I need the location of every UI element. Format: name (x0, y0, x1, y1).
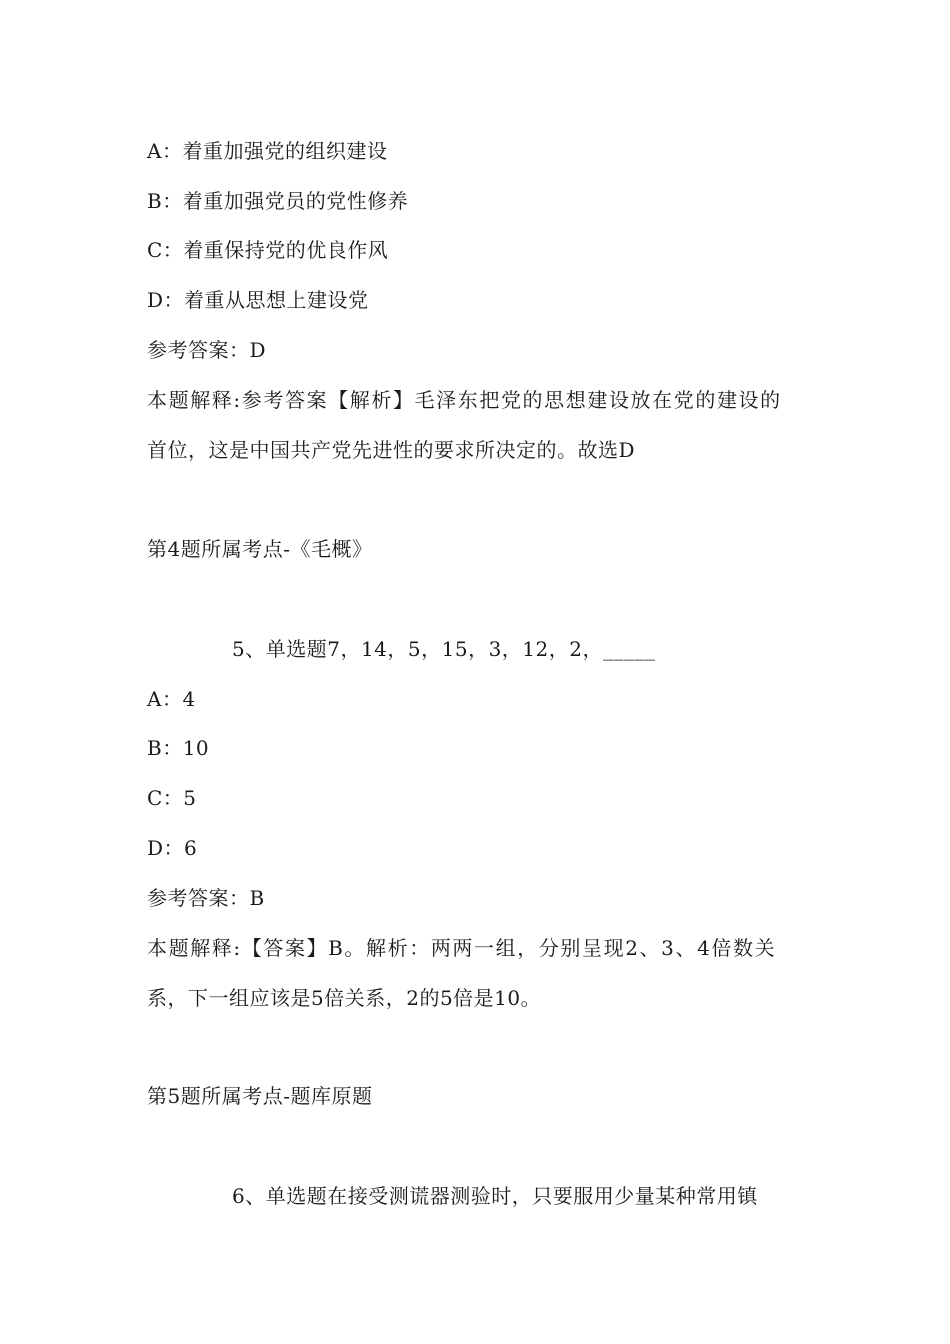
q5-topic: 第5题所属考点-题库原题 (147, 1084, 373, 1108)
q5-explanation-line-2: 系，下一组应该是5倍关系，2的5倍是10。 (147, 986, 542, 1010)
q5-option-c: C：5 (147, 786, 197, 810)
q5-option-d: D：6 (147, 836, 198, 860)
q3-explanation-line-2: 首位，这是中国共产党先进性的要求所决定的。故选D (147, 438, 636, 462)
q5-explanation-line-1: 本题解释:【答案】B。解析：两两一组，分别呈现2、3、4倍数关 (147, 936, 777, 960)
q3-answer: 参考答案：D (147, 338, 267, 362)
q3-option-d: D：着重从思想上建设党 (147, 288, 369, 312)
q6-stem: 6、单选题在接受测谎器测验时，只要服用少量某种常用镇 (232, 1184, 758, 1208)
q5-option-b: B：10 (147, 736, 210, 760)
q4-topic: 第4题所属考点-《毛概》 (147, 537, 373, 561)
q3-explanation-line-1: 本题解释:参考答案【解析】毛泽东把党的思想建设放在党的建设的 (147, 388, 782, 412)
q3-option-a: A：着重加强党的组织建设 (147, 139, 388, 163)
q3-option-c: C：着重保持党的优良作风 (147, 238, 389, 262)
q5-answer: 参考答案：B (147, 886, 265, 910)
q5-stem: 5、单选题7，14，5，15，3，12，2，_____ (232, 637, 656, 661)
q3-option-b: B：着重加强党员的党性修养 (147, 189, 409, 213)
q5-option-a: A：4 (147, 687, 196, 711)
